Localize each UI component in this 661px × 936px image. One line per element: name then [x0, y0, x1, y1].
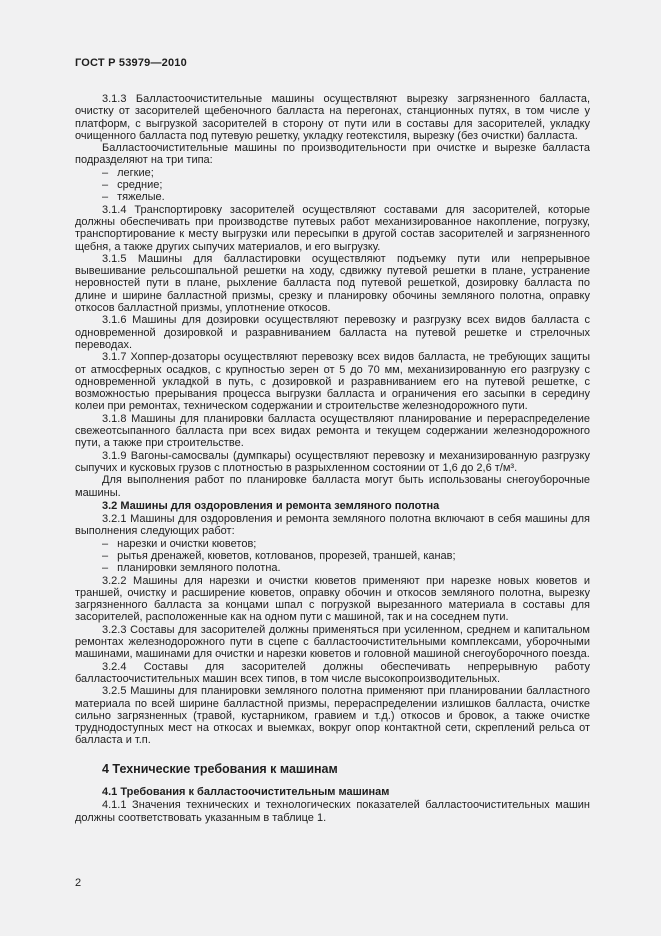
list-item-text: легкие;: [117, 166, 154, 179]
list-item-text: тяжелые.: [117, 191, 165, 204]
list-dash: –: [102, 191, 109, 204]
paragraph: 3.2.2 Машины для нарезки и очистки кюветов применяют при нарезке новых кюветов и траншей, очистку и расширение кюветов, оправку обочин и откосов земляного полотна, вырезку загрязненного балласта за концами шпал с погрузкой вырезанного материала в составы для засорителей, расположенные как на одном пути с машиной, так и на соседнем пути.: [75, 574, 590, 624]
paragraph: 3.1.3 Балластоочистительные машины осуществляют вырезку загрязненного балласта, очистку от засорителей щебеночного балласта на перегонах, станционных путях, в том числе у платформ, с выгрузкой засорителей в сторону от пути или в составы для засорителей, укладку очищенного балласта под путевую решетку, укладку геотекстиля, вырезку (без очистки) балласта.: [75, 93, 590, 142]
section-heading: 4 Технические требования к машинам: [102, 761, 338, 776]
list-item-text: средние;: [117, 179, 163, 192]
list-item: [75, 538, 590, 550]
list-item: [75, 179, 590, 191]
list-item: [75, 191, 590, 203]
paragraph: 3.2.1 Машины для оздоровления и ремонта земляного полотна включают в себя машины для выполнения следующих работ:: [75, 513, 590, 538]
list-item: [75, 167, 590, 179]
list-item: [75, 562, 590, 574]
paragraph: 3.1.4 Транспортировку засорителей осуществляют составами для засорителей, которые должны обеспечивать при производстве путевых работ механизированное накопление, погрузку, транспортирование к месту выгрузки или пересыпки в другой состав засорителей и загрязненного щебня, а также других сыпучих материалов, и его выгрузку.: [75, 203, 590, 253]
paragraph: 3.1.9 Вагоны-самосвалы (думпкары) осуществляют перевозку и механизированную разгрузку сыпучих и кусковых грузов с плотностью в разрыхленном состоянии от 1,6 до 2,6 т/м³.: [75, 449, 590, 474]
paragraph: Для выполнения работ по планировке балласта могут быть использованы снегоуборочные машины.: [75, 474, 590, 499]
paragraph: 4.1.1 Значения технических и технологических показателей балластоочистительных машин должны соответствовать указанным в таблице 1.: [75, 799, 590, 824]
list-item-text: планировки земляного полотна.: [117, 562, 281, 575]
paragraph: 3.1.7 Хоппер-дозаторы осуществляют перевозку всех видов балласта, не требующих защиты от атмосферных осадков, с крупностью зерен от 5 до 70 мм, механизированную его разгрузку с одновременной укладкой в путь, с дозировкой и разравниванием его на путевой решетке, с возможностью прерывания процесса выгрузки балласта и ограничения его засыпки в середину колеи при ремонтах, техническом содержании и строительстве железнодорожного пути.: [75, 351, 590, 413]
paragraph: Балластоочистительные машины по производительности при очистке и вырезке балласта подразделяют на три типа:: [75, 142, 590, 167]
list-item: [75, 550, 590, 562]
document-header: ГОСТ Р 53979—2010: [75, 57, 187, 69]
list-dash: –: [102, 562, 109, 575]
paragraph: 3.1.8 Машины для планировки балласта осуществляют планирование и перераспределение свежеотсыпанного балласта при всех видах ремонта и текущем содержании железнодорожного пути, а также при строительстве.: [75, 412, 590, 450]
paragraph: 3.1.6 Машины для дозировки осуществляют перевозку и разгрузку всех видов балласта с одновременной дозировкой и разравниванием балласта на путевой решетке и стрелочных переводах.: [75, 314, 590, 351]
list-item-text: рытья дренажей, кюветов, котлованов, прорезей, траншей, канав;: [117, 549, 456, 562]
document-body: [75, 93, 590, 824]
subsection-heading: 3.2 Машины для оздоровления и ремонта земляного полотна: [102, 499, 440, 512]
paragraph: 3.2.4 Составы для засорителей должны обеспечивать непрерывную работу балластоочистительных машин всех типов, в том числе высокопроизводительных.: [75, 660, 590, 685]
list-dash: –: [102, 179, 109, 192]
paragraph: 3.2.5 Машины для планировки земляного полотна применяют при планировании балластного материала по всей ширине балластной призмы, перераспределении излишков балласта, очистке сильно загрязненных (травой, кустарником, гравием и т.д.) откосов и бровок, а также очистке труднодоступных мест на откосах и выемках, вокруг опор контактной сети, скреплений рельса от балласта и т.п.: [75, 685, 590, 747]
page-number: 2: [75, 877, 82, 889]
paragraph: 3.1.5 Машины для балластировки осуществляют подъемку пути или непрерывное вывешивание рельсошпальной решетки на ходу, сдвижку путевой решетки в плане, устранение неровностей пути в плане, рыхление балласта под путевой решеткой, дозировку балласта по длине и ширине балластной призмы, срезку и планировку обочины земляного полотна, оправку откосов балластной призмы, уплотнение откосов.: [75, 252, 590, 315]
paragraph: 3.2.3 Составы для засорителей должны применяться при усиленном, среднем и капитальном ремонтах железнодорожного пути в сцепе с балластоочистительными комплексами, уборочными машинами, машинами для очистки и нарезки кюветов и головной машиной снегоуборочного поезда.: [75, 623, 590, 661]
subsection-heading: 4.1 Требования к балластоочистительным машинам: [102, 786, 390, 799]
list-dash: –: [102, 166, 109, 179]
list-dash: –: [102, 537, 109, 550]
list-item-text: нарезки и очистки кюветов;: [117, 537, 257, 550]
list-dash: –: [102, 549, 109, 562]
